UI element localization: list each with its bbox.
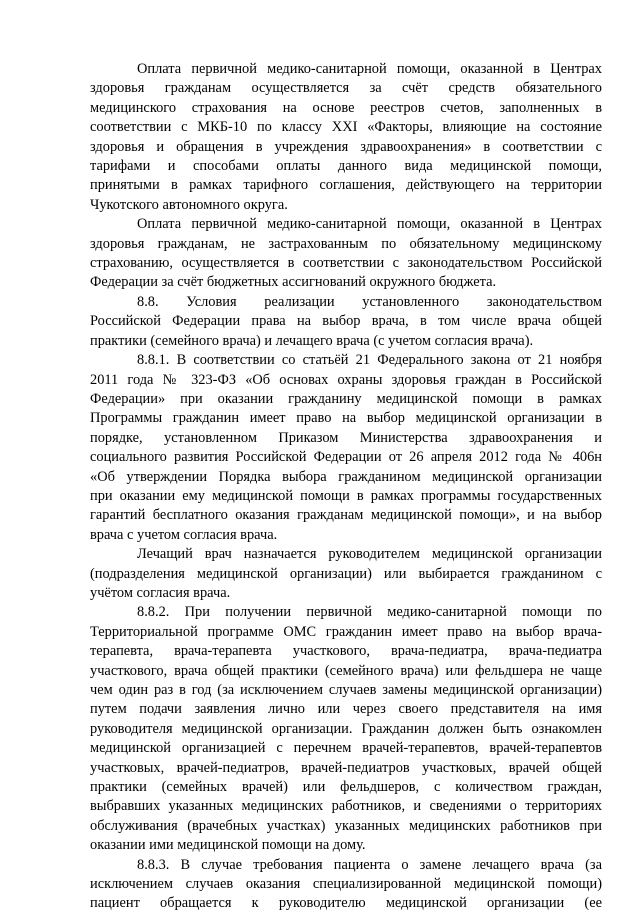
paragraph-p5 — [90, 545, 602, 603]
text-line: 8.8.3. В случае требования пациента о замене лечащего врача (за — [137, 856, 602, 873]
text-line: 8.8.2. При получении первичной медико-санитарной помощи по — [137, 604, 602, 621]
text-line: 8.8.1. В соответствии со статьёй 21 Федерального закона от 21 ноября — [137, 352, 602, 369]
text-line: страхованию, осуществляется в соответствии с законодательством Российской — [90, 255, 602, 272]
text-line: терапевта, врача-терапевта участкового, врача-педиатра, врача-педиатра — [90, 643, 602, 660]
text-line: порядке, установленном Приказом Министерства здравоохранения и — [90, 429, 602, 446]
text-line: при оказании ему медицинской помощи в рамках программы государственных — [90, 487, 602, 504]
text-line: Федерации за счёт бюджетных ассигнований окружного бюджета. — [90, 274, 497, 291]
text-line: тарифами и способами оплаты данного вида медицинской помощи, — [90, 158, 602, 175]
text-line: Оплата первичной медико-санитарной помощи, оказанной в Центрах — [137, 216, 602, 233]
text-line: Программы гражданин имеет право на выбор медицинской организации в — [90, 410, 602, 427]
text-line: здоровья и обращения в учреждения здравоохранения» в соответствии с — [90, 138, 602, 155]
text-line: Территориальной программе ОМС гражданин имеет право на выбор врача- — [90, 623, 602, 640]
text-line: Федерации» при оказании гражданину медицинской помощи в рамках — [90, 390, 602, 407]
paragraph-p4 — [90, 351, 602, 545]
text-line: исключением случаев оказания специализированной медицинской помощи) — [90, 876, 602, 893]
text-line: социального развития Российской Федерации от 26 апреля 2012 года № 406н — [90, 449, 602, 466]
text-line: 8.8. Условия реализации установленного законодательством — [137, 293, 602, 310]
text-line: чем один раз в год (за исключением случаев замены медицинской организации) — [90, 682, 602, 698]
text-line: Чукотского автономного округа. — [90, 196, 288, 213]
text-line: пациент обращается к руководителю медицинской организации (ее — [90, 895, 602, 912]
text-line: учётом согласия врача. — [90, 584, 231, 601]
text-line: здоровья гражданам, не застрахованным по обязательному медицинскому — [90, 235, 602, 252]
text-line: руководителя медицинской организации. Гражданин должен быть ознакомлен — [90, 720, 602, 737]
paragraph-p6 — [90, 603, 602, 855]
text-line: Оплата первичной медико-санитарной помощи, оказанной в Центрах — [137, 61, 602, 77]
text-line: практики (семейных врачей) или фельдшеров, с количеством граждан, — [90, 779, 602, 796]
text-line: оказании ими медицинской помощи на дому. — [90, 837, 366, 854]
paragraph-p1 — [90, 60, 602, 215]
text-line: Российской Федерации права на выбор врача, в том числе врача общей — [90, 313, 602, 330]
text-line: медицинского страхования на основе реестров счетов, заполненных в — [90, 99, 602, 116]
text-line: врача с учетом согласия врача. — [90, 526, 278, 543]
text-line: здоровья гражданам осуществляется за счёт средств обязательного — [90, 80, 602, 97]
paragraph-p3 — [90, 293, 602, 351]
text-line: гарантий бесплатного оказания гражданам медицинской помощи», и на выбор — [90, 507, 602, 524]
text-line: путем подачи заявления лично или через своего представителя на имя — [90, 701, 602, 718]
text-line: принятыми в рамках тарифного соглашения, действующего на территории — [90, 177, 602, 194]
text-line: «Об утверждении Порядка выбора гражданином медицинской организации — [90, 468, 602, 485]
document-page — [90, 60, 602, 914]
text-line: выбравших указанных медицинских работников, и сведениями о территориях — [90, 798, 602, 815]
text-line: участкового, врача общей практики (семейного врача) или фельдшера не чаще — [90, 662, 602, 679]
text-line: медицинской организацией с перечнем врачей-терапевтов, врачей-терапевтов — [90, 740, 602, 757]
text-line: 2011 года № 323-ФЗ «Об основах охраны здоровья граждан в Российской — [90, 371, 602, 388]
text-line: участковых, врачей-педиатров, врачей-педиатров участковых, врачей общей — [90, 759, 602, 776]
text-line: Лечащий врач назначается руководителем медицинской организации — [137, 546, 602, 563]
paragraph-p2 — [90, 215, 602, 293]
text-line: (подразделения медицинской организации) или выбирается гражданином с — [90, 565, 602, 582]
paragraph-p7 — [90, 856, 602, 914]
text-line: практики (семейного врача) и лечащего врача (с учетом согласия врача). — [90, 332, 534, 349]
text-line: соответствии с МКБ-10 по классу XXI «Факторы, влияющие на состояние — [90, 119, 602, 136]
text-line: обслуживания (врачебных участках) указанных медицинских работников при — [90, 817, 602, 834]
